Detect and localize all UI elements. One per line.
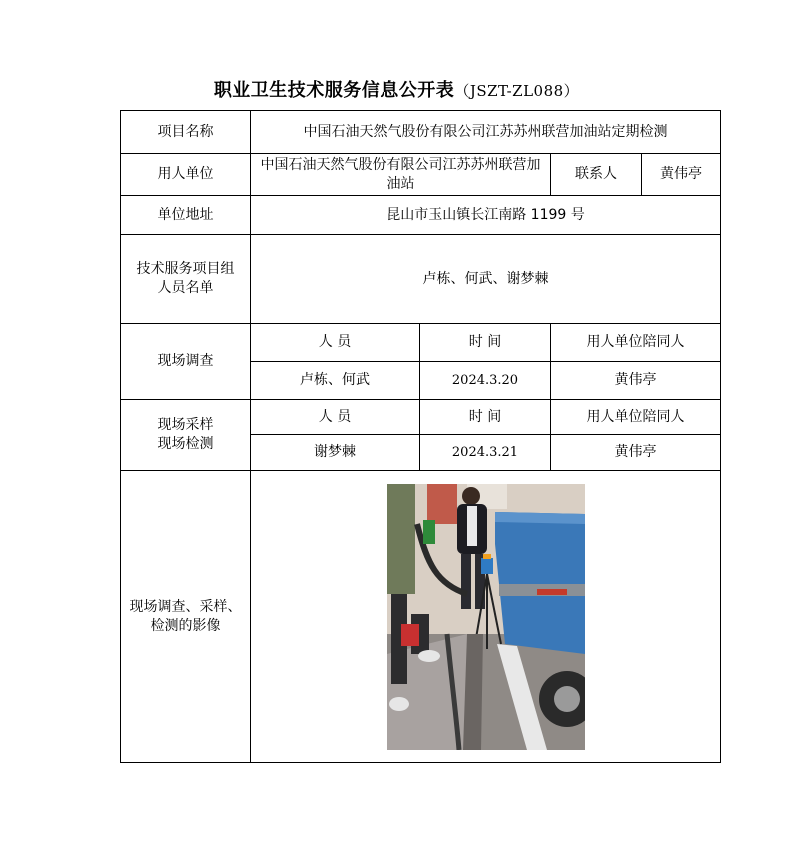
- survey-header-time: 时 间: [420, 324, 551, 362]
- contact-label: 联系人: [551, 154, 642, 196]
- employer-label: 用人单位: [121, 154, 251, 196]
- sampling-people: 谢梦棘: [251, 435, 420, 471]
- sampling-header-people: 人 员: [251, 400, 420, 435]
- row-images: [121, 471, 721, 763]
- team-label: 技术服务项目组人员名单: [121, 235, 251, 324]
- info-table: [120, 110, 721, 763]
- employer-value: 中国石油天然气股份有限公司江苏苏州联营加油站: [251, 154, 551, 196]
- row-sampling-header: [121, 400, 721, 435]
- project-value: 中国石油天然气股份有限公司江苏苏州联营加油站定期检测: [251, 111, 721, 154]
- title-code: （JSZT-ZL088）: [454, 82, 580, 100]
- survey-escort: 黄伟亭: [551, 362, 721, 400]
- sampling-label: 现场采样现场检测: [121, 400, 251, 471]
- page-title: [0, 76, 793, 102]
- row-survey-header: [121, 324, 721, 362]
- images-cell: [251, 471, 721, 763]
- survey-time: 2024.3.20: [420, 362, 551, 400]
- row-team: [121, 235, 721, 324]
- row-project: [121, 111, 721, 154]
- title-text: 职业卫生技术服务信息公开表: [213, 80, 455, 101]
- project-label: 项目名称: [121, 111, 251, 154]
- survey-people: 卢栋、何武: [251, 362, 420, 400]
- row-employer: [121, 154, 721, 196]
- site-photo-illustration: [387, 484, 585, 750]
- sampling-escort: 黄伟亭: [551, 435, 721, 471]
- survey-header-escort: 用人单位陪同人: [551, 324, 721, 362]
- address-value: 昆山市玉山镇长江南路 1199 号: [251, 196, 721, 235]
- sampling-header-time: 时 间: [420, 400, 551, 435]
- site-photo: [387, 484, 585, 750]
- row-address: [121, 196, 721, 235]
- images-label: 现场调查、采样、检测的影像: [121, 471, 251, 763]
- sampling-time: 2024.3.21: [420, 435, 551, 471]
- address-label: 单位地址: [121, 196, 251, 235]
- contact-value: 黄伟亭: [642, 154, 721, 196]
- survey-label: 现场调查: [121, 324, 251, 400]
- survey-header-people: 人 员: [251, 324, 420, 362]
- sampling-header-escort: 用人单位陪同人: [551, 400, 721, 435]
- team-value: 卢栋、何武、谢梦棘: [251, 235, 721, 324]
